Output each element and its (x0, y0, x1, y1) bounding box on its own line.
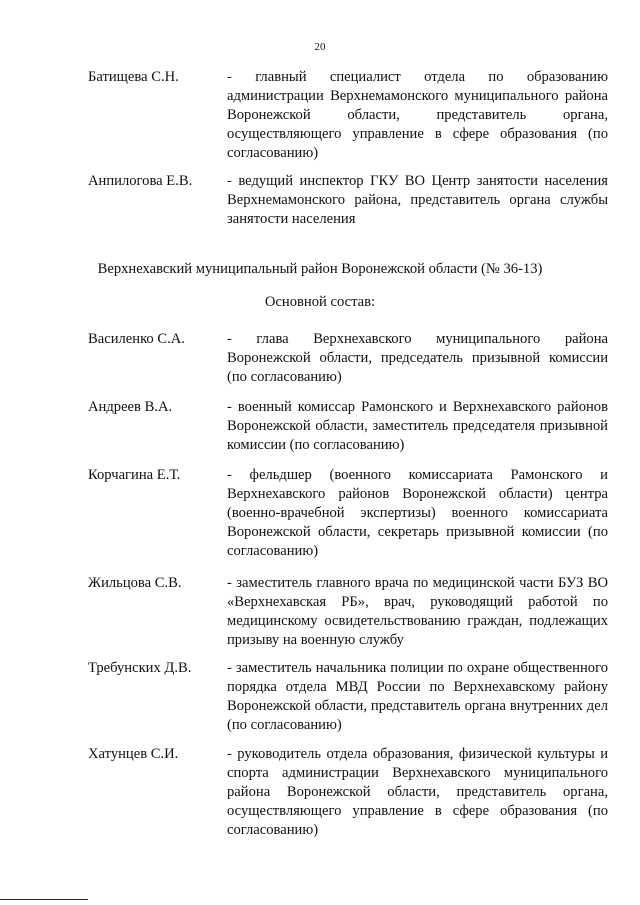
member-description: - заместитель начальника полиции по охране общественного порядка отдела МВД России по Верхнехавскому району Воронежской области, представитель органа внутренних дел (по согласованию) (227, 660, 608, 733)
footnote-divider (0, 899, 88, 900)
member-description: - военный комиссар Рамонского и Верхнехавского районов Воронежской области, заместитель председателя призывной комиссии (по согласованию) (227, 399, 608, 453)
member-name: Корчагина Е.Т. (88, 467, 181, 483)
member-name: Хатунцев С.И. (88, 746, 179, 762)
commission-member (88, 574, 608, 650)
subheading: Основной состав: (264, 294, 376, 310)
member-description: - главный специалист отдела по образованию администрации Верхнемамонского муниципального района Воронежской области, представитель органа, осуществляющего управление в сфере образования (по согласованию) (227, 69, 608, 161)
commission-member (88, 172, 608, 229)
member-name: Анпилогова Е.В. (88, 173, 193, 189)
member-description: - глава Верхнехавского муниципального района Воронежской области, председатель призывной комиссии (по согласованию) (227, 331, 608, 385)
member-name: Требунских Д.В. (88, 660, 192, 676)
member-name: Батищева С.Н. (88, 69, 179, 85)
member-description: - фельдшер (военного комиссариата Рамонского и Верхнехавского районов Воронежской области) центра (военно-врачебной экспертизы) военного комиссариата Воронежской области, секретарь призывной комиссии (по согласованию) (227, 467, 608, 559)
page-number: 20 (314, 41, 326, 53)
commission-member (88, 398, 608, 455)
section-heading: Верхнехавский муниципальный район Воронежской области (№ 36-13) (97, 261, 543, 277)
member-name: Василенко С.А. (88, 331, 185, 347)
commission-member (88, 68, 608, 163)
member-name: Андреев В.А. (88, 399, 173, 415)
commission-member (88, 745, 608, 840)
commission-member (88, 466, 608, 561)
member-name: Жильцова С.В. (88, 575, 182, 591)
member-description: - руководитель отдела образования, физической культуры и спорта администрации Верхнехавского муниципального района Воронежской области, представитель органа, осуществляющего управление в сфере образования (по согласованию) (227, 746, 608, 838)
commission-member (88, 330, 608, 387)
member-description: - заместитель главного врача по медицинской части БУЗ ВО «Верхнехавская РБ», врач, руководящий работой по медицинскому освидетельствованию граждан, подлежащих призыву на военную службу (227, 575, 608, 648)
commission-member (88, 659, 608, 735)
member-description: - ведущий инспектор ГКУ ВО Центр занятости населения Верхнемамонского района, представитель органа службы занятости населения (227, 173, 608, 227)
